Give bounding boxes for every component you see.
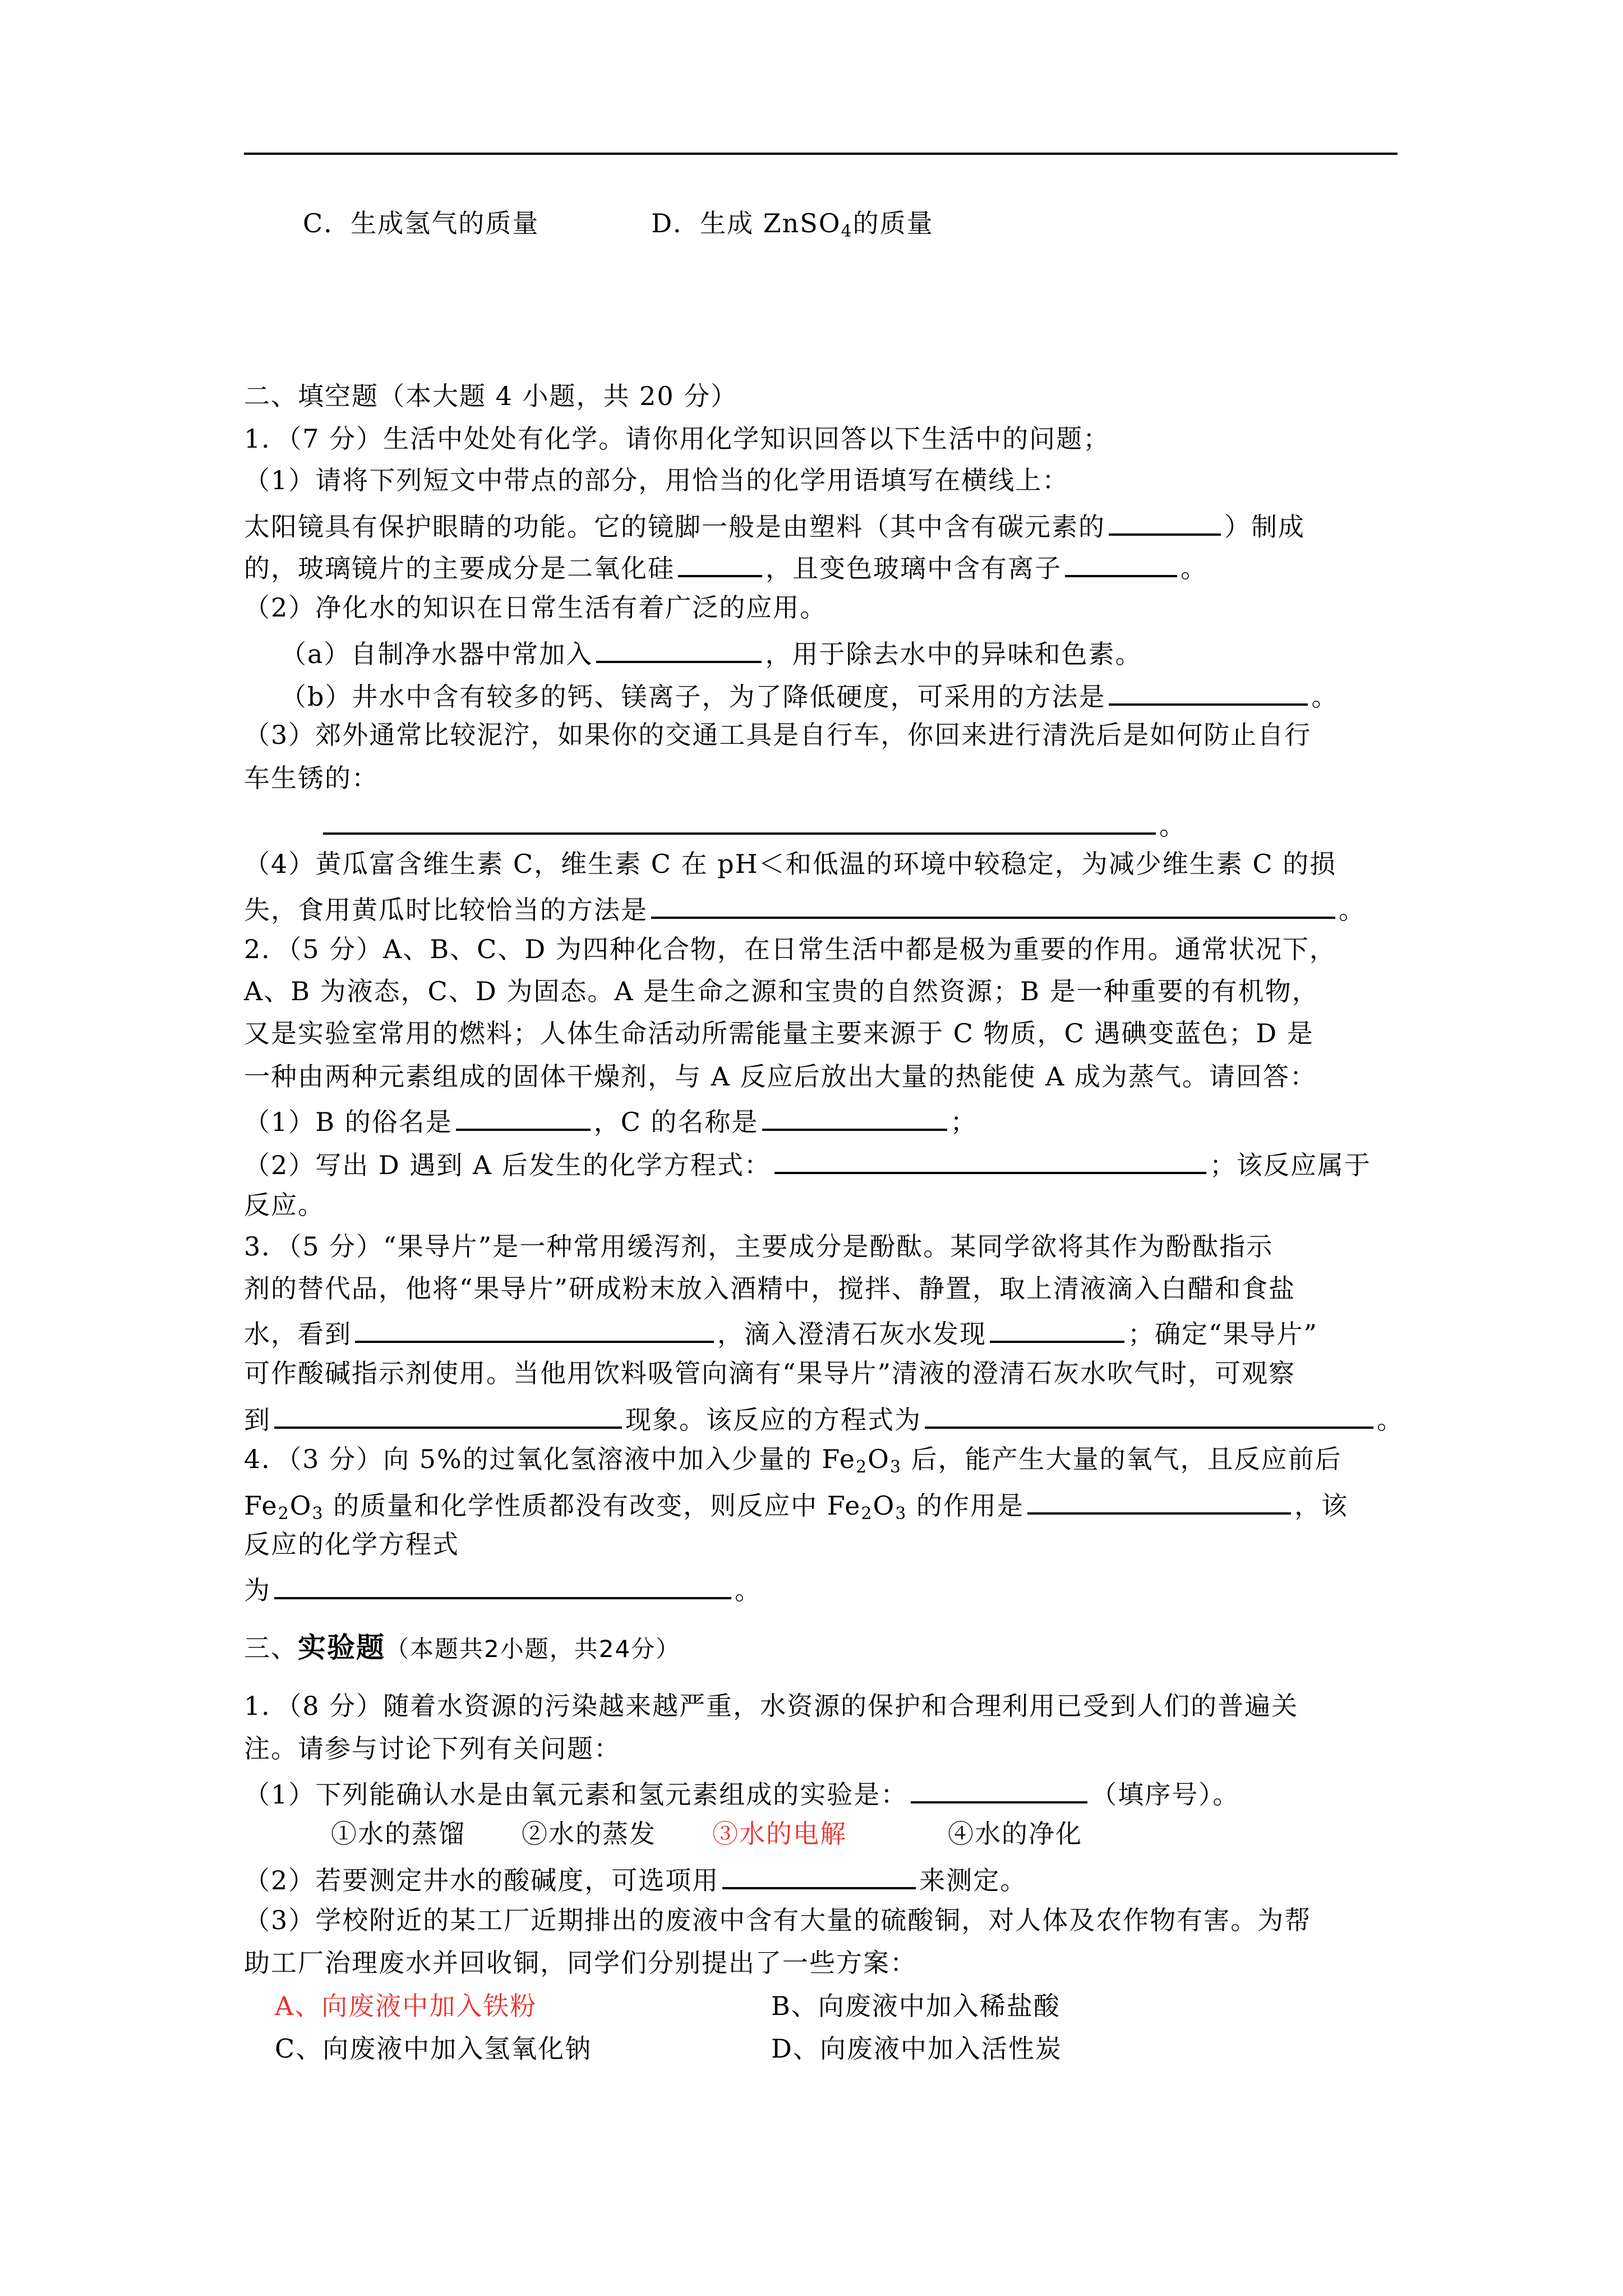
- q4-line4: 为 。: [244, 1570, 1410, 1607]
- section-3-heading: 三、实验题（本题共2小题，共24分）: [244, 1631, 681, 1664]
- q2-line2: A、B 为液态，C、D 为固态。A 是生命之源和宝贵的自然资源；B 是一种重要的有机物，: [244, 976, 1319, 1006]
- q3-line2: 剂的替代品，他将“果导片”研成粉末放入酒精中，搅拌、静置，取上清液滴入白醋和食盐: [244, 1273, 1296, 1304]
- blank-h2o2-equation[interactable]: [274, 1570, 731, 1599]
- blank-carbon-element[interactable]: [1109, 507, 1221, 536]
- s3-q1-part3-line1: （3）学校附近的某工厂近期排出的废液中含有大量的硫酸铜，对人体及农作物有害。为帮: [244, 1905, 1312, 1935]
- blank-phenomenon[interactable]: [274, 1400, 622, 1429]
- blank-observation-2[interactable]: [990, 1314, 1124, 1343]
- option-evaporation: ②水的蒸发: [522, 1819, 656, 1849]
- q2-part2-cont: 反应。: [244, 1190, 325, 1220]
- option-electrolysis: ③水的电解: [712, 1819, 847, 1849]
- q2-line3: 又是实验室常用的燃料；人体生命活动所需能量主要来源于 C 物质，C 遇碘变蓝色；D 是: [244, 1018, 1314, 1048]
- q1-part1-intro: （1）请将下列短文中带点的部分，用恰当的化学用语填写在横线上：: [244, 465, 1069, 495]
- q3-line5: 到 现象。该反应的方程式为 。: [244, 1400, 1410, 1437]
- blank-b-common-name[interactable]: [456, 1102, 591, 1131]
- option-purification: ④水的净化: [948, 1819, 1082, 1849]
- s3-q1-options-ab: [275, 1989, 1441, 2023]
- blank-catalyst-role[interactable]: [1027, 1485, 1291, 1515]
- q4-line3: 反应的化学方程式: [244, 1529, 459, 1559]
- q1-part2-intro: （2）净化水的知识在日常生活有着广泛的应用。: [244, 592, 827, 623]
- option-b-dilute-hcl: B、向废液中加入稀盐酸: [771, 1991, 1061, 2021]
- q1-part1-line2: 的，玻璃镜片的主要成分是二氧化硅 ，且变色玻璃中含有离子 。: [244, 548, 1410, 585]
- s3-q1-line2: 注。请参与讨论下列有关问题：: [244, 1733, 621, 1764]
- s3-q1-part3-line2: 助工厂治理废水并回收铜，同学们分别提出了一些方案：: [244, 1948, 917, 1978]
- blank-reaction-equation[interactable]: [925, 1400, 1373, 1429]
- blank-softening-method[interactable]: [1109, 677, 1308, 706]
- q3-line3: 水，看到 ，滴入澄清石灰水发现 ；确定“果导片”: [244, 1314, 1410, 1351]
- option-distillation: ①水的蒸馏: [331, 1819, 465, 1849]
- option-c: C．生成氢气的质量: [303, 208, 540, 238]
- section-2-heading: 二、填空题（本大题 4 小题，共 20 分）: [244, 381, 738, 411]
- blank-ph-tool[interactable]: [722, 1860, 916, 1889]
- blank-observation-1[interactable]: [355, 1314, 714, 1343]
- q4-line1: 4．（3 分）向 5%的过氧化氢溶液中加入少量的 $Fe_2O_3$ 后，能产生大量的氧气，且反应前后: [244, 1444, 1342, 1477]
- blank-c-name[interactable]: [762, 1102, 947, 1131]
- s3-q1-part2: （2）若要测定井水的酸碱度，可选项用 来测定。: [244, 1860, 1410, 1897]
- option-d: D．生成 ZnSO$_4$的质量: [651, 208, 934, 241]
- q2-line1: 2．（5 分）A、B、C、D 为四种化合物，在日常生活中都是极为重要的作用。通常状况下，: [244, 934, 1336, 964]
- q1-part3-line1: （3）郊外通常比较泥泞，如果你的交通工具是自行车，你回来进行清洗后是如何防止自行: [244, 720, 1312, 750]
- q1-stem: 1．（7 分）生活中处处有化学。请你用化学知识回答以下生活中的问题；: [244, 424, 1110, 454]
- q2-part1: （1）B 的俗名是 ，C 的名称是 ；: [244, 1102, 1410, 1139]
- q1-part1-line1: 太阳镜具有保护眼睛的功能。它的镜脚一般是由塑料（其中含有碳元素的 ）制成: [244, 507, 1410, 544]
- blank-ion[interactable]: [1065, 548, 1177, 577]
- q2-line4: 一种由两种元素组成的固体干燥剂，与 A 反应后放出大量的热能使 A 成为蒸气。请回答：: [244, 1061, 1317, 1092]
- q1-part2-a: （a）自制净水器中常加入 ，用于除去水中的异味和色素。: [280, 634, 1447, 671]
- q1-part4-line2: 失，食用黄瓜时比较恰当的方法是 。: [244, 890, 1410, 927]
- s3-q1-line1: 1．（8 分）随着水资源的污染越来越严重，水资源的保护和合理利用已受到人们的普遍关: [244, 1691, 1299, 1721]
- q1-part3-answer-line: 。: [320, 806, 1486, 843]
- q1-part3-line2: 车生锈的：: [244, 763, 379, 793]
- blank-rust-prevention[interactable]: [323, 806, 1156, 835]
- blank-silicon-dioxide[interactable]: [678, 548, 762, 577]
- option-c-sodium-hydroxide: C、向废液中加入氢氧化钠: [275, 2033, 592, 2064]
- q1-part4-line1: （4）黄瓜富含维生素 C，维生素 C 在 pH＜和低温的环境中较稳定，为减少维生素 C 的损: [244, 849, 1337, 879]
- blank-water-purifier-additive[interactable]: [596, 634, 762, 663]
- s3-q1-part1: （1）下列能确认水是由氧元素和氢元素组成的实验是： （填序号）。: [244, 1774, 1410, 1811]
- s3-q1-options: [331, 1817, 1497, 1851]
- header-rule: [244, 153, 1398, 155]
- q1-part2-b: （b）井水中含有较多的钙、镁离子，为了降低硬度，可采用的方法是 。: [280, 677, 1447, 714]
- option-d-activated-carbon: D、向废液中加入活性炭: [771, 2033, 1062, 2064]
- s3-q1-options-cd: [275, 2032, 1441, 2065]
- q4-line2: $Fe_2O_3$ 的质量和化学性质都没有改变，则反应中 $Fe_2O_3$ 的作用是 ，该: [244, 1485, 1410, 1531]
- q2-part2: （2）写出 D 遇到 A 后发生的化学方程式： ；该反应属于: [244, 1145, 1410, 1182]
- option-line-cd: [303, 206, 1469, 249]
- blank-d-equation[interactable]: [774, 1145, 1206, 1174]
- q3-line1: 3．（5 分）“果导片”是一种常用缓泻剂，主要成分是酚酞。某同学欲将其作为酚酞指示: [244, 1231, 1274, 1262]
- blank-experiment-number[interactable]: [911, 1774, 1087, 1803]
- blank-cucumber-method[interactable]: [651, 890, 1335, 919]
- q3-line4: 可作酸碱指示剂使用。当他用饮料吸管向滴有“果导片”清液的澄清石灰水吹气时，可观察: [244, 1358, 1296, 1388]
- option-a-iron-powder: A、向废液中加入铁粉: [275, 1991, 537, 2021]
